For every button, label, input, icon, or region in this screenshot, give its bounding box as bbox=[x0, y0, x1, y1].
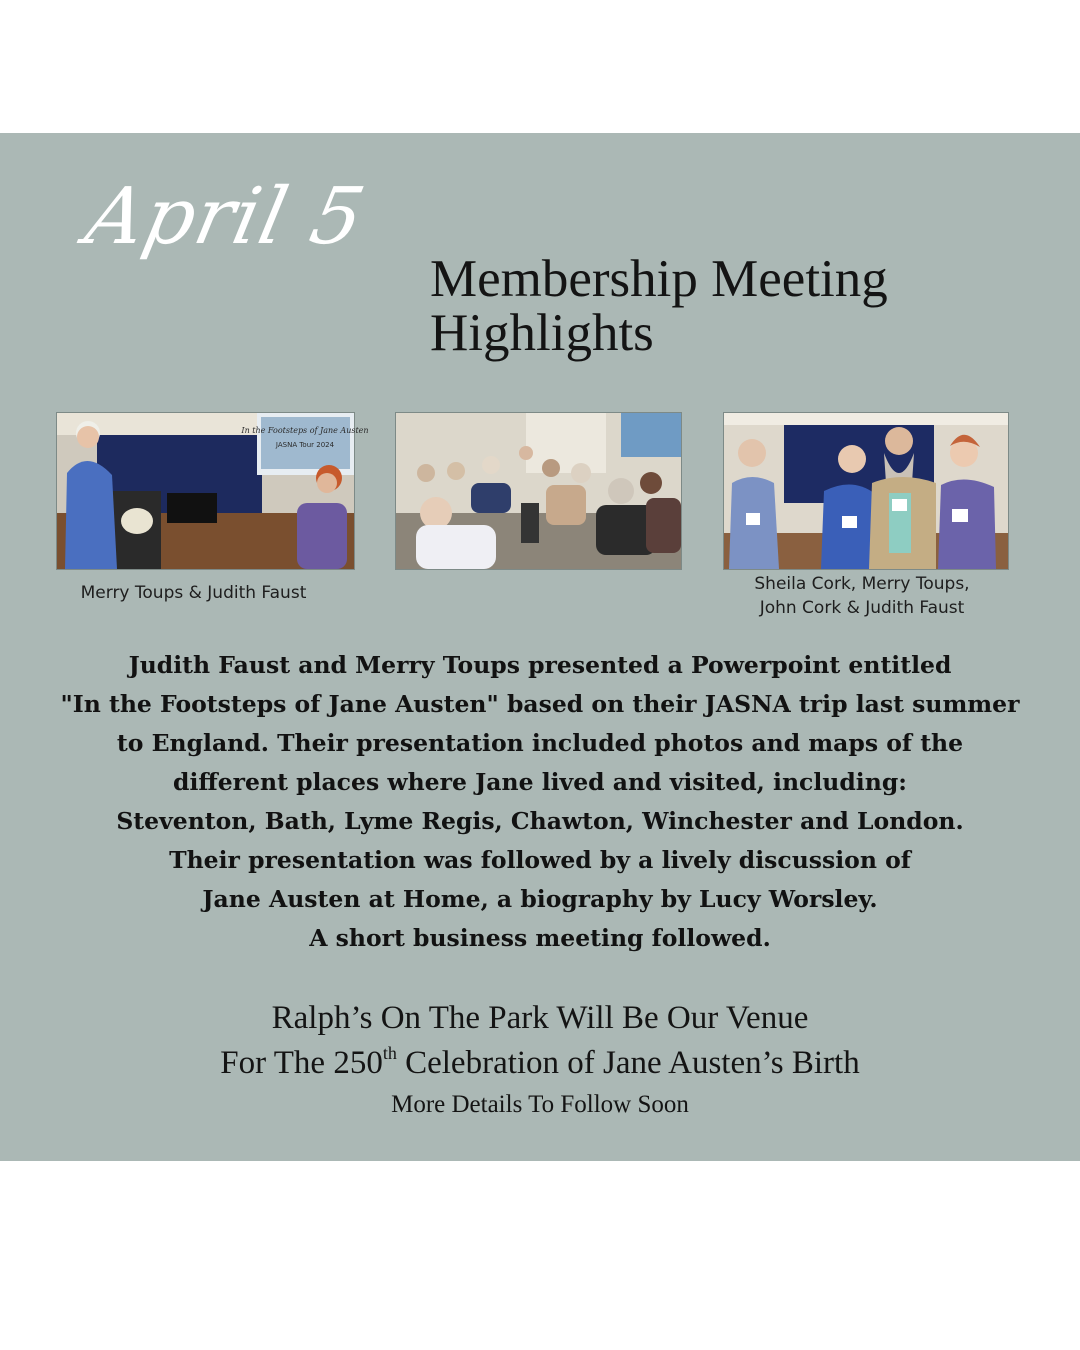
photo-group bbox=[723, 412, 1009, 570]
page-title bbox=[430, 252, 990, 360]
celebration-line bbox=[40, 1040, 1040, 1086]
title-line-2: Highlights bbox=[430, 304, 654, 362]
slide-caption: JASNA Tour 2024 bbox=[275, 441, 335, 449]
summary-line: A short business meeting followed. bbox=[309, 924, 771, 952]
photo-presenters bbox=[56, 412, 369, 570]
summary-line: "In the Footsteps of Jane Austen" based on their JASNA trip last summer bbox=[60, 690, 1020, 718]
summary-line: Their presentation was followed by a lively discussion of bbox=[169, 846, 911, 874]
photo-caption-group bbox=[723, 572, 1001, 620]
caption-line: Sheila Cork, Merry Toups, bbox=[754, 574, 970, 594]
photo-audience bbox=[395, 412, 682, 570]
meeting-summary bbox=[40, 646, 1040, 958]
title-line-1: Membership Meeting bbox=[430, 250, 888, 308]
celebration-text: For The 250 bbox=[220, 1045, 383, 1081]
details-line: More Details To Follow Soon bbox=[391, 1091, 689, 1118]
caption-line: Merry Toups & Judith Faust bbox=[80, 583, 307, 603]
event-date: April 5 bbox=[78, 172, 373, 262]
venue-line: Ralph’s On The Park Will Be Our Venue bbox=[271, 1000, 809, 1036]
summary-line: Judith Faust and Merry Toups presented a Powerpoint entitled bbox=[128, 651, 952, 679]
svg-text:In the Footsteps of Jane Auste: In the Footsteps of Jane Austen bbox=[241, 426, 369, 435]
summary-line: Jane Austen at Home, a biography by Lucy Worsley. bbox=[202, 885, 878, 913]
photo-caption-presenters bbox=[56, 581, 331, 605]
caption-line: John Cork & Judith Faust bbox=[759, 598, 965, 618]
summary-line: different places where Jane lived and visited, including: bbox=[173, 768, 907, 796]
celebration-text-rest: Celebration of Jane Austen’s Birth bbox=[396, 1045, 860, 1081]
summary-line: Steventon, Bath, Lyme Regis, Chawton, Winchester and London. bbox=[116, 807, 964, 835]
venue-announcement bbox=[40, 996, 1040, 1124]
summary-line: to England. Their presentation included photos and maps of the bbox=[116, 729, 964, 757]
ordinal-suffix: th bbox=[382, 1043, 397, 1063]
